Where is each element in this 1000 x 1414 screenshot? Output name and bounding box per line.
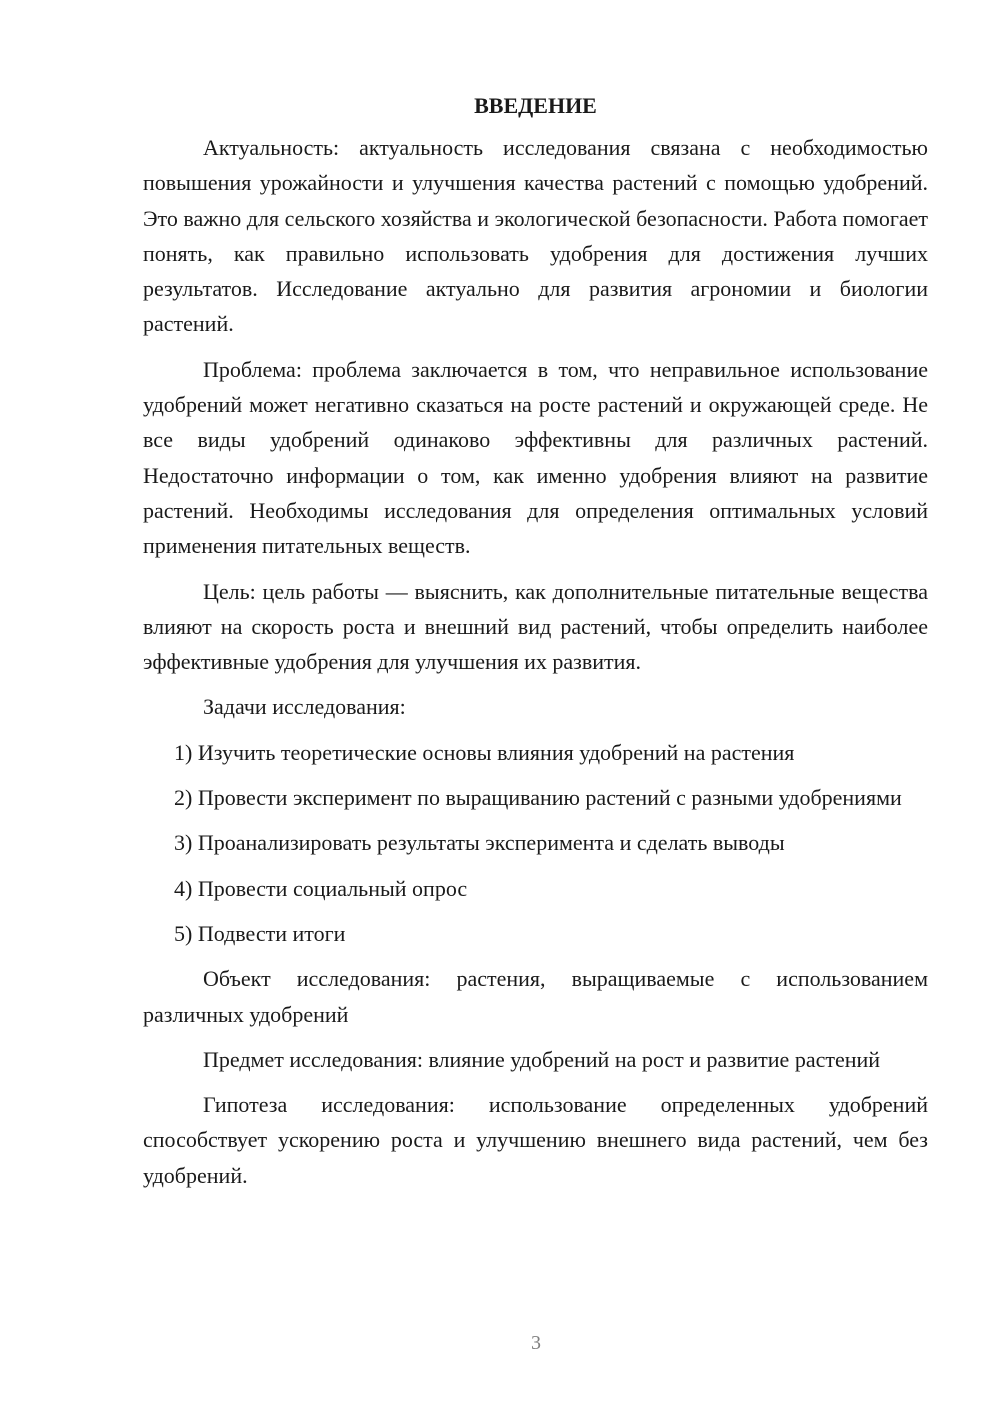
paragraph-hypothesis: Гипотеза исследования: использование определенных удобрений способствует ускорению роста и улучшению внешнего вида растений, чем без удобрений. bbox=[143, 1092, 928, 1188]
paragraph-object: Объект исследования: растения, выращиваемые с использованием различных удобрений bbox=[143, 966, 928, 1027]
page-number: 3 bbox=[531, 1332, 541, 1354]
page-title: ВВЕДЕНИЕ bbox=[474, 93, 597, 118]
task-item-5: 5) Подвести итоги bbox=[174, 920, 346, 946]
tasks-heading: Задачи исследования: bbox=[203, 694, 406, 720]
paragraph-relevance: Актуальность: актуальность исследования связана с необходимостью повышения урожайности и улучшения качества растений с помощью удобрений. Это важно для сельского хозяйства и экологической безопасности. Работа помогает понять, как правильно использовать удобрения для достижения лучших результатов. Исследование актуально для развития агрономии и биологии растений. bbox=[143, 135, 928, 337]
task-item-1: 1) Изучить теоретические основы влияния удобрений на растения bbox=[174, 739, 795, 765]
task-item-3: 3) Проанализировать результаты эксперимента и сделать выводы bbox=[174, 830, 785, 856]
page-content bbox=[143, 88, 928, 1203]
paragraph-problem: Проблема: проблема заключается в том, что неправильное использование удобрений может негативно сказаться на росте растений и окружающей среде. Не все виды удобрений одинаково эффективны для различных растений. Недостаточно информации о том, как именно удобрения влияют на развитие растений. Необходимы исследования для определения оптимальных условий применения питательных веществ. bbox=[143, 356, 928, 559]
task-item-4: 4) Провести социальный опрос bbox=[174, 875, 468, 901]
paragraph-subject: Предмет исследования: влияние удобрений на рост и развитие растений bbox=[203, 1046, 881, 1072]
paragraph-goal: Цель: цель работы — выяснить, как дополнительные питательные вещества влияют на скорость роста и внешний вид растений, чтобы определить наиболее эффективные удобрения для улучшения их развития. bbox=[143, 578, 928, 675]
task-item-2: 2) Провести эксперимент по выращиванию растений с разными удобрениями bbox=[174, 785, 902, 811]
